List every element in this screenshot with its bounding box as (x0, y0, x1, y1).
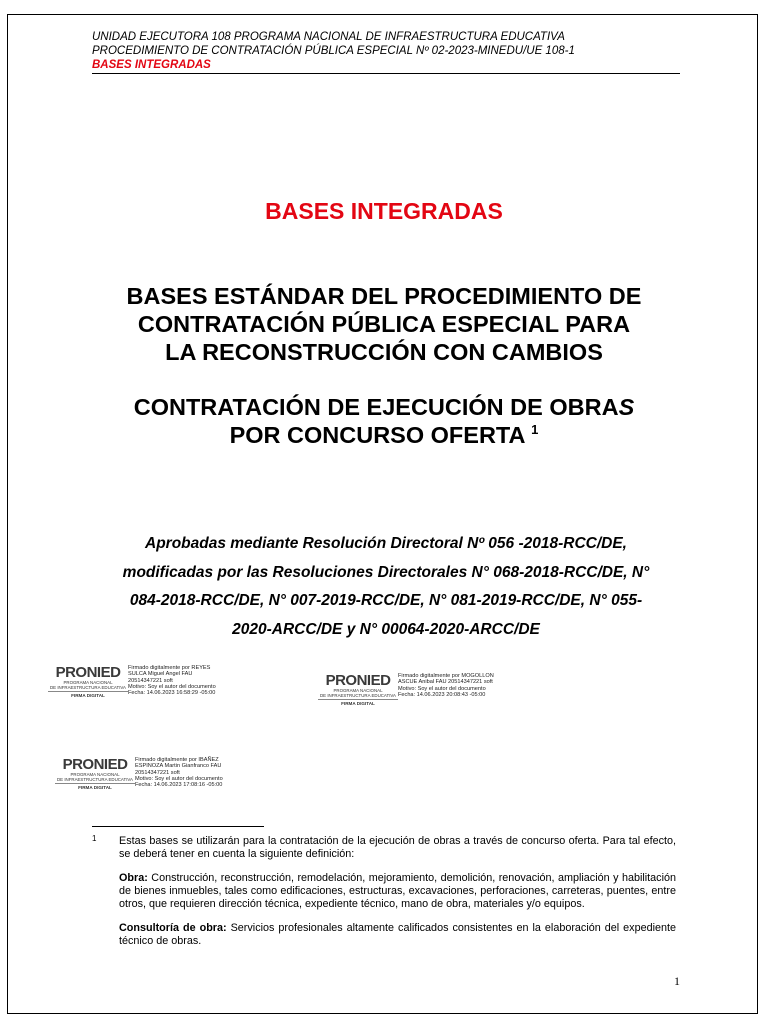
footnote (92, 835, 676, 959)
running-header (92, 30, 680, 72)
logo-org-line-2: DE INFRAESTRUCTURA EDUCATIVA (50, 685, 126, 690)
signature-info-line: Firmado digitalmente por IBAÑEZ (135, 757, 219, 763)
signature-info (135, 757, 223, 788)
signature-info-line: Fecha: 14.06.2023 20:08:43 -05:00 (398, 691, 486, 698)
document-subtitle (60, 393, 708, 449)
logo-org-line-1: PROGRAMA NACIONAL (333, 688, 383, 693)
approval-line-4: 2020-ARCC/DE y N° 00064-2020-ARCC/DE (232, 620, 540, 638)
signature-info-line: Motivo: Soy el autor del documento (135, 775, 223, 782)
header-line-3: BASES INTEGRADAS (92, 59, 211, 71)
footnote-consultoria-definition (119, 922, 676, 948)
title-main-line-1: BASES ESTÁNDAR DEL PROCEDIMIENTO DE (126, 283, 642, 309)
obra-term: Obra: (119, 872, 148, 884)
signature-info-line: 20514347221 soft (135, 769, 180, 776)
firma-digital-label: FIRMA DIGITAL (341, 701, 375, 706)
subtitle-line-1 (60, 393, 708, 421)
firma-digital-label: FIRMA DIGITAL (71, 693, 105, 698)
logo-brand: PRONIED (55, 664, 121, 681)
firma-digital-label: FIRMA DIGITAL (78, 785, 112, 790)
logo-brand: PRONIED (325, 672, 391, 689)
logo-underline (55, 783, 135, 784)
header-line-1: UNIDAD EJECUTORA 108 PROGRAMA NACIONAL DE INFRAESTRUCTURA EDUCATIVA (92, 31, 565, 43)
obra-text: Construcción, reconstrucción, remodelación, mejoramiento, demolición, renovación, ampliación y habilitación de bienes inmuebles, tales como edificaciones, estructuras, excavaciones, perforaciones, carreteras, puentes, entre otros, que requieren dirección técnica, expediente técnico, mano de obra, materiales y/o equipos. (119, 872, 676, 910)
logo-org-line-2: DE INFRAESTRUCTURA EDUCATIVA (57, 777, 133, 782)
document-title-red: BASES INTEGRADAS (265, 198, 503, 224)
signature-info-line: SULCA Miguel Angel FAU (128, 671, 193, 678)
digital-signature-2[interactable] (312, 673, 552, 713)
consultoria-text: Servicios profesionales altamente calificados consistentes en la elaboración del expediente técnico de obras. (119, 922, 676, 947)
signature-info (398, 673, 494, 698)
header-rule (92, 73, 680, 74)
approval-paragraph (92, 530, 680, 644)
subtitle-line-1-italic: S (618, 394, 635, 420)
logo-underline (318, 699, 398, 700)
subtitle-line-2-text: POR CONCURSO OFERTA (229, 422, 532, 448)
signature-info-line: Firmado digitalmente por MOGOLLON (398, 673, 494, 679)
footnote-separator (92, 826, 264, 827)
footnote-intro: Estas bases se utilizarán para la contratación de la ejecución de obras a través de concurso oferta. Para tal efecto, se deberá tener en cuenta la siguiente definición: (119, 835, 676, 860)
logo-org-line-2: DE INFRAESTRUCTURA EDUCATIVA (320, 693, 396, 698)
digital-signature-3[interactable] (49, 757, 289, 797)
digital-signature-1[interactable] (42, 665, 282, 710)
signature-info-line: Motivo: Soy el autor del documento (128, 683, 216, 690)
pronied-logo (42, 665, 134, 698)
signature-info-line: Firmado digitalmente por REYES (128, 665, 211, 671)
pronied-logo (312, 673, 404, 706)
signature-info-line: ESPINOZA Martin Gianfranco FAU (135, 763, 222, 770)
document-title-main (60, 282, 708, 366)
title-main-line-2: CONTRATACIÓN PÚBLICA ESPECIAL PARA (137, 311, 631, 337)
consultoria-term: Consultoría de obra: (119, 922, 227, 934)
logo-underline (48, 691, 128, 692)
page-number: 1 (674, 974, 680, 988)
header-line-2: PROCEDIMIENTO DE CONTRATACIÓN PÚBLICA ESPECIAL Nº 02-2023-MINEDU/UE 108-1 (92, 45, 575, 57)
approval-line-1: Aprobadas mediante Resolución Directoral Nº 056 -2018-RCC/DE, (145, 535, 627, 552)
footnote-obra-definition (119, 872, 676, 911)
footnote-reference[interactable]: 1 (531, 422, 539, 437)
footnote-number: 1 (92, 834, 97, 843)
approval-line-2: modificadas por las Resoluciones Directorales N° 068-2018-RCC/DE, N° (122, 563, 650, 581)
subtitle-line-1-main: CONTRATACIÓN DE EJECUCIÓN DE OBRA (133, 394, 619, 420)
subtitle-line-2 (60, 421, 708, 449)
signature-info (128, 665, 216, 696)
logo-org-line-1: PROGRAMA NACIONAL (70, 772, 120, 777)
signature-info-line: Motivo: Soy el autor del documento (398, 685, 486, 692)
signature-info-line: Fecha: 14.06.2023 17:08:16 -05:00 (135, 782, 223, 789)
logo-brand: PRONIED (62, 756, 128, 773)
signature-info-line: 20514347221 soft (128, 677, 173, 684)
logo-org-line-1: PROGRAMA NACIONAL (63, 680, 113, 685)
signature-info-line: ASCUE Anibal FAU 20514347221 soft (398, 679, 493, 686)
signature-info-line: Fecha: 14.06.2023 16:58:29 -05:00 (128, 690, 216, 697)
pronied-logo (49, 757, 141, 790)
title-main-line-3: LA RECONSTRUCCIÓN CON CAMBIOS (165, 339, 603, 365)
approval-line-3: 084-2018-RCC/DE, N° 007-2019-RCC/DE, N° 081-2019-RCC/DE, N° 055- (129, 592, 643, 609)
